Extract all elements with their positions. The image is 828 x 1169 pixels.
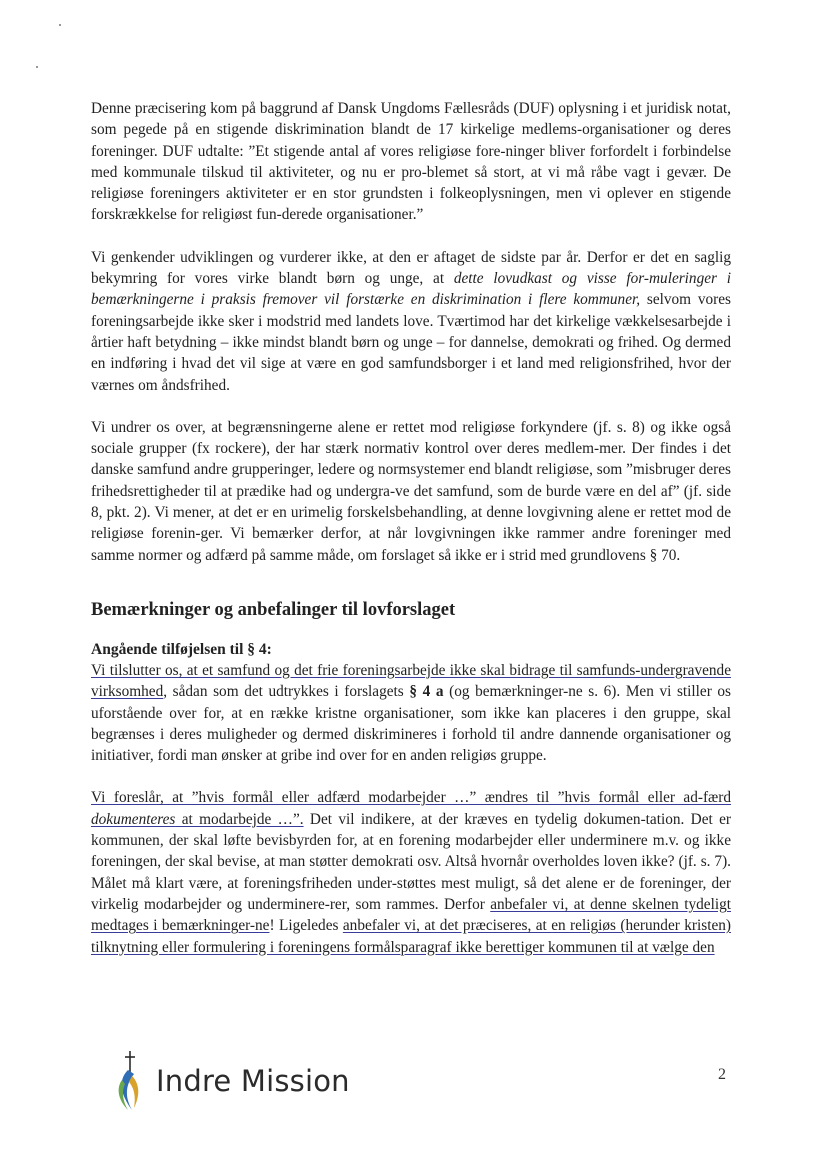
text-span: Vi foreslår, at ”hvis formål eller adfærd modarbejder …” ændres til ”hvis formål eller ad-færd: [91, 789, 731, 807]
italic-text: dokumenteres: [91, 810, 176, 828]
logo-text: Indre Mission: [156, 1064, 350, 1098]
text-span: Vi genkender udviklingen og vurderer ikke, at den er aftaget de sidste par år. Derfor er det en saglig bekymring for vores virke blandt børn og unge, at: [91, 248, 731, 288]
underlined-text: anbefaler vi, at denne skelnen tydeligt medtages i bemærkninger-ne: [91, 895, 731, 935]
body-text: [91, 98, 731, 958]
paragraph-udvikling: [91, 247, 731, 396]
section-heading: Bemærkninger og anbefalinger til lovforslaget: [91, 599, 456, 620]
indre-mission-logo: [110, 1050, 350, 1112]
subsection-heading: Angående tilføjelsen til § 4:: [91, 640, 272, 658]
scan-speck: [36, 66, 38, 68]
paragraph-duf-notat: Denne præcisering kom på baggrund af Dansk Ungdoms Fællesråds (DUF) oplysning i et juridisk notat, som pegede på en stigende diskrimination blandt de 17 kirkelige medlems-organisationer og deres foreninger. DUF udtalte: ”Et stigende antal af vores religiøse fore-ninger bliver forfordelt i forbindelse med kommunale tilskud til aktiviteter, og nu er pro-blemet så stort, at vi må råbe vagt i gevær. De religiøse foreningers aktiviteter er en stor grundsten i folkeoplysningen, men vi oplever en stigende forskrækkelse for religiøst fun-derede organisationer.”: [91, 100, 731, 224]
scan-speck: [59, 24, 61, 26]
text-span: at modarbejde …”.: [175, 810, 304, 828]
text-span: selvom vores foreningsarbejde ikke sker i modstrid med landets love. Tværtimod har det kirkelige vækkelsesarbejde i årtier haft betydning – ikke mindst blandt børn og unge – for dannelse, demokrati og frihed. Og dermed en indføring i hvad det vil sige at være en god samfundsborger i et land med religionsfrihed, hvor der værnes om åndsfrihed.: [91, 291, 731, 394]
underlined-text: Vi tilslutter os, at et samfund og det frie foreningsarbejde ikke skal bidrage til samfunds-undergravende virksomhed: [91, 661, 731, 701]
paragraph-tilslutning: [91, 660, 731, 766]
page-number: 2: [718, 1066, 726, 1083]
cross-flame-icon: [110, 1050, 150, 1112]
paragraph-begraensninger: Vi undrer os over, at begrænsningerne alene er rettet mod religiøse forkyndere (jf. s. 8) og ikke også sociale grupper (fx rockere), der har stærk normativ kontrol over deres medlem-mer. Der findes i det danske samfund andre grupperinger, ledere og normsystemer end blandt religiøse, som ”misbruger deres frihedsrettigheder til at prædike had og undergra-ve det samfund, som de burde være en del af” (jf. side 8, pkt. 2). Vi mener, at det er en urimelig forskelsbehandling, at denne lovgivning alene er rettet mod de religiøse forenin-ger. Vi bemærker derfor, at når lovgivningen ikke rammer andre foreninger med samme normer og adfærd på samme måde, om forslaget så ikke er i strid med grundlovens § 70.: [91, 418, 731, 564]
underlined-text: anbefaler vi, at det præciseres, at en religiøs (herunder kristen) tilknytning eller formulering i foreningens formålsparagraf ikke berettiger kommunen til at vælge den: [91, 917, 731, 956]
bold-text: § 4 a: [409, 683, 444, 701]
paragraph-forslag: [91, 787, 731, 957]
text-span: (og bemærkninger-ne s. 6). Men vi stiller os uforstående over for, at en række kristne organisationer, som ikke kan placeres i den gruppe, skal begrænses i deres muligheder og dermed diskrimineres i forhold til andre dannende organisationer og initiativer, fordi man ønsker at gribe ind over for en anden religiøs gruppe.: [91, 683, 732, 765]
italic-text: dette lovudkast og visse for-muleringer i bemærkningerne i praksis fremover vil forstærke en diskrimination i flere kommuner,: [91, 270, 732, 309]
text-span: , sådan som det udtrykkes i forslagets: [163, 683, 410, 701]
text-span: ! Ligeledes: [269, 917, 343, 935]
text-span: Det vil indikere, at der kræves en tydelig dokumen-tation. Det er kommunen, der skal løfte bevisbyrden for, at en forening modarbejder eller underminere m.v. og ikke foreningen, der skal bevise, at man støtter demokrati osv. Altså hvornår overholdes loven ikke? (jf. s. 7). Målet må klart være, at foreningsfriheden under-støttes mest muligt, så det alene er de foreninger, der virkelig modarbejder og underminere-rer, som rammes. Derfor: [91, 810, 731, 913]
